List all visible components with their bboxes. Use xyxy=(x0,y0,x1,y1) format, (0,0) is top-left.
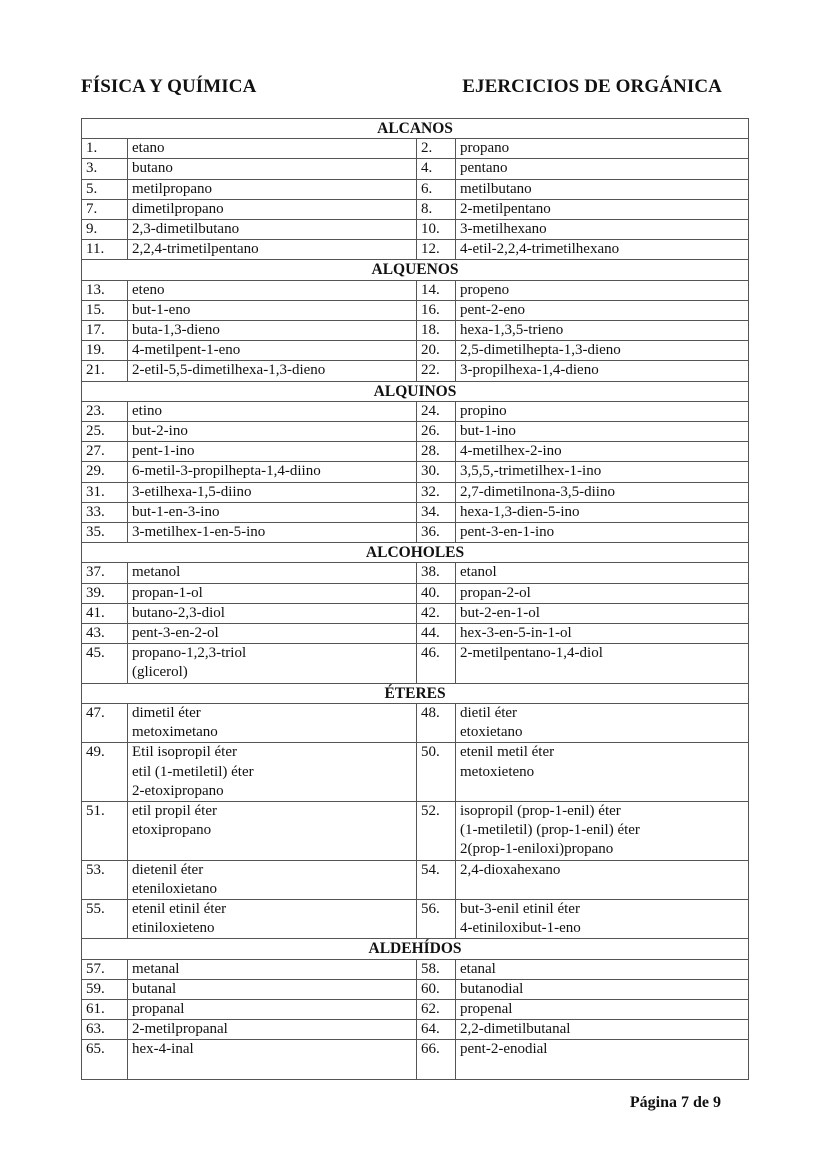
compound-name xyxy=(456,401,749,421)
compound-name-line: etenil etinil éter xyxy=(132,900,227,917)
exercise-number: 13. xyxy=(82,280,128,300)
exercise-number: 57. xyxy=(82,959,128,979)
compound-name-line: 2,3-dimetilbutano xyxy=(132,221,240,238)
compound-name xyxy=(128,801,417,860)
compound-name xyxy=(456,959,749,979)
exercise-row xyxy=(82,999,749,1019)
compound-name xyxy=(128,644,417,683)
exercise-number: 53. xyxy=(82,860,128,899)
compound-name xyxy=(456,321,749,341)
compound-name xyxy=(128,583,417,603)
compound-name xyxy=(456,563,749,583)
compound-name-line: pent-3-en-1-ino xyxy=(460,524,555,541)
compound-name xyxy=(128,1020,417,1040)
compound-name-line: dietil éter xyxy=(460,704,518,721)
compound-name-line: etino xyxy=(132,402,162,419)
compound-name xyxy=(128,523,417,543)
exercise-row xyxy=(82,462,749,482)
exercise-number: 56. xyxy=(417,899,456,938)
document-title: EJERCICIOS DE ORGÁNICA xyxy=(462,76,722,97)
compound-name xyxy=(128,179,417,199)
compound-name-line: 2(prop-1-eniloxi)propano xyxy=(460,841,614,858)
compound-name xyxy=(456,220,749,240)
exercise-row xyxy=(82,743,749,802)
compound-name-line: 2-metilpropanal xyxy=(132,1021,228,1038)
compound-name-line: etiniloxieteno xyxy=(132,920,215,937)
exercise-number: 2. xyxy=(417,139,456,159)
compound-name-line: propanal xyxy=(132,1000,185,1017)
exercise-number: 30. xyxy=(417,462,456,482)
exercise-number: 62. xyxy=(417,999,456,1019)
exercise-number: 21. xyxy=(82,361,128,381)
exercise-number: 61. xyxy=(82,999,128,1019)
exercise-number: 10. xyxy=(417,220,456,240)
subject-title: FÍSICA Y QUÍMICA xyxy=(81,76,257,97)
exercise-number: 22. xyxy=(417,361,456,381)
compound-name xyxy=(128,401,417,421)
exercise-row xyxy=(82,959,749,979)
exercise-number: 12. xyxy=(417,240,456,260)
exercise-number: 59. xyxy=(82,979,128,999)
compound-name xyxy=(456,1020,749,1040)
compound-name xyxy=(128,199,417,219)
compound-name xyxy=(128,422,417,442)
exercise-row xyxy=(82,240,749,260)
compound-name xyxy=(456,743,749,802)
exercise-number: 20. xyxy=(417,341,456,361)
exercise-number: 32. xyxy=(417,482,456,502)
page-number: Página 7 de 9 xyxy=(629,1094,721,1111)
exercise-number: 49. xyxy=(82,743,128,802)
compound-name xyxy=(128,743,417,802)
compound-name xyxy=(456,482,749,502)
compound-name-line xyxy=(132,1060,416,1079)
compound-name-line: 2,7-dimetilnona-3,5-diino xyxy=(460,483,615,500)
compound-name-line: propeno xyxy=(460,281,510,298)
compound-name xyxy=(456,502,749,522)
compound-name xyxy=(128,300,417,320)
compound-name xyxy=(456,899,749,938)
exercises-table-body xyxy=(82,119,749,1080)
compound-name-line: butanodial xyxy=(460,980,524,997)
section-header-row xyxy=(82,683,749,703)
section-title: ALDEHÍDOS xyxy=(82,939,749,959)
compound-name xyxy=(128,860,417,899)
compound-name-line: 2-etil-5,5-dimetilhexa-1,3-dieno xyxy=(132,362,326,379)
compound-name-line: etanol xyxy=(460,564,497,581)
compound-name-line: hex-3-en-5-in-1-ol xyxy=(460,625,572,642)
exercise-number: 9. xyxy=(82,220,128,240)
exercise-number: 18. xyxy=(417,321,456,341)
exercise-number: 39. xyxy=(82,583,128,603)
exercise-row xyxy=(82,801,749,860)
compound-name-line: but-1-en-3-ino xyxy=(132,503,220,520)
compound-name xyxy=(128,442,417,462)
exercise-number: 65. xyxy=(82,1040,128,1079)
exercises-table xyxy=(81,118,749,1080)
exercise-row xyxy=(82,220,749,240)
compound-name xyxy=(456,442,749,462)
compound-name-line: hex-4-inal xyxy=(132,1041,194,1058)
exercise-number: 52. xyxy=(417,801,456,860)
exercise-number: 25. xyxy=(82,422,128,442)
compound-name-line: metilpropano xyxy=(132,180,212,197)
compound-name-line: pent-2-eno xyxy=(460,301,525,318)
compound-name xyxy=(456,523,749,543)
compound-name-line: metoxieteno xyxy=(460,763,535,780)
section-title: ALQUENOS xyxy=(82,260,749,280)
compound-name-line: butano-2,3-diol xyxy=(132,604,225,621)
compound-name-line: metanol xyxy=(132,564,181,581)
exercise-row xyxy=(82,1020,749,1040)
compound-name-line: hexa-1,3-dien-5-ino xyxy=(460,503,580,520)
compound-name xyxy=(128,240,417,260)
section-header-row xyxy=(82,543,749,563)
compound-name-line: metanal xyxy=(132,960,180,977)
compound-name xyxy=(456,801,749,860)
exercise-row xyxy=(82,422,749,442)
compound-name xyxy=(128,341,417,361)
exercise-number: 45. xyxy=(82,644,128,683)
exercise-number: 58. xyxy=(417,959,456,979)
compound-name xyxy=(128,959,417,979)
compound-name xyxy=(456,361,749,381)
exercise-row xyxy=(82,502,749,522)
compound-name-line: but-1-ino xyxy=(460,423,516,440)
exercise-number: 24. xyxy=(417,401,456,421)
exercise-number: 40. xyxy=(417,583,456,603)
exercise-row xyxy=(82,1040,749,1079)
compound-name-line: 2-metilpentano-1,4-diol xyxy=(460,645,603,662)
compound-name xyxy=(128,321,417,341)
exercise-row xyxy=(82,703,749,742)
compound-name xyxy=(456,159,749,179)
compound-name-line: dimetil éter xyxy=(132,704,201,721)
exercise-row xyxy=(82,280,749,300)
exercise-number: 60. xyxy=(417,979,456,999)
compound-name xyxy=(456,280,749,300)
compound-name-line: etanal xyxy=(460,960,496,977)
compound-name xyxy=(128,159,417,179)
compound-name-line: etoxietano xyxy=(460,724,523,741)
compound-name-line: etenil metil éter xyxy=(460,744,555,761)
compound-name xyxy=(128,462,417,482)
compound-name xyxy=(128,482,417,502)
compound-name xyxy=(456,422,749,442)
exercise-number: 50. xyxy=(417,743,456,802)
compound-name xyxy=(456,199,749,219)
section-header-row xyxy=(82,119,749,139)
compound-name-line: pent-1-ino xyxy=(132,443,195,460)
exercise-number: 51. xyxy=(82,801,128,860)
compound-name xyxy=(456,999,749,1019)
compound-name-line: Etil isopropil éter xyxy=(132,744,237,761)
compound-name-line: (1-metiletil) (prop-1-enil) éter xyxy=(460,822,640,839)
exercise-row xyxy=(82,321,749,341)
exercise-row xyxy=(82,361,749,381)
exercise-number: 47. xyxy=(82,703,128,742)
compound-name-line: 3-metilhex-1-en-5-ino xyxy=(132,524,266,541)
compound-name xyxy=(456,979,749,999)
exercise-row xyxy=(82,860,749,899)
exercise-number: 23. xyxy=(82,401,128,421)
exercise-row xyxy=(82,341,749,361)
compound-name-line: pent-2-enodial xyxy=(460,1041,548,1058)
exercise-number: 8. xyxy=(417,199,456,219)
exercise-number: 3. xyxy=(82,159,128,179)
exercise-number: 54. xyxy=(417,860,456,899)
compound-name-line: but-2-en-1-ol xyxy=(460,604,540,621)
compound-name xyxy=(456,341,749,361)
compound-name xyxy=(456,462,749,482)
compound-name-line: propenal xyxy=(460,1000,513,1017)
exercise-number: 7. xyxy=(82,199,128,219)
section-header-row xyxy=(82,939,749,959)
compound-name-line: isopropil (prop-1-enil) éter xyxy=(460,802,621,819)
exercise-number: 16. xyxy=(417,300,456,320)
compound-name-line: propano-1,2,3-triol xyxy=(132,645,247,662)
compound-name xyxy=(456,583,749,603)
section-header-row xyxy=(82,260,749,280)
compound-name-line: etano xyxy=(132,140,165,157)
exercise-number: 14. xyxy=(417,280,456,300)
exercise-number: 29. xyxy=(82,462,128,482)
compound-name xyxy=(128,899,417,938)
exercise-number: 35. xyxy=(82,523,128,543)
compound-name-line: 2,2-dimetilbutanal xyxy=(460,1021,571,1038)
compound-name-line: but-3-enil etinil éter xyxy=(460,900,580,917)
exercise-row xyxy=(82,199,749,219)
compound-name-line: propano xyxy=(460,140,510,157)
exercise-row xyxy=(82,482,749,502)
compound-name-line: 4-etil-2,2,4-trimetilhexano xyxy=(460,241,620,258)
section-title: ALCANOS xyxy=(82,119,749,139)
compound-name-line: metoximetano xyxy=(132,724,218,741)
compound-name-line: butanal xyxy=(132,980,177,997)
exercise-row xyxy=(82,583,749,603)
compound-name xyxy=(456,1040,749,1079)
exercise-row xyxy=(82,624,749,644)
compound-name xyxy=(456,703,749,742)
compound-name-line: 3-propilhexa-1,4-dieno xyxy=(460,362,599,379)
exercise-row xyxy=(82,979,749,999)
compound-name-line: hexa-1,3,5-trieno xyxy=(460,322,564,339)
compound-name-line: pent-3-en-2-ol xyxy=(132,625,219,642)
exercise-number: 11. xyxy=(82,240,128,260)
exercise-number: 42. xyxy=(417,603,456,623)
exercise-number: 38. xyxy=(417,563,456,583)
compound-name xyxy=(128,502,417,522)
exercise-row xyxy=(82,159,749,179)
exercise-number: 5. xyxy=(82,179,128,199)
compound-name xyxy=(456,860,749,899)
compound-name-line: 6-metil-3-propilhepta-1,4-diino xyxy=(132,463,321,480)
compound-name-line: propan-2-ol xyxy=(460,584,531,601)
exercise-row xyxy=(82,644,749,683)
compound-name-line: propan-1-ol xyxy=(132,584,203,601)
compound-name-line: 3,5,5,-trimetilhex-1-ino xyxy=(460,463,602,480)
exercise-row xyxy=(82,603,749,623)
exercise-number: 43. xyxy=(82,624,128,644)
section-title: ALQUINOS xyxy=(82,381,749,401)
exercise-number: 48. xyxy=(417,703,456,742)
compound-name xyxy=(456,139,749,159)
section-title: ALCOHOLES xyxy=(82,543,749,563)
compound-name-line: 3-etilhexa-1,5-diino xyxy=(132,483,252,500)
exercise-number: 63. xyxy=(82,1020,128,1040)
exercise-row xyxy=(82,563,749,583)
compound-name xyxy=(456,603,749,623)
compound-name-line: buta-1,3-dieno xyxy=(132,322,220,339)
compound-name-line: 2-etoxipropano xyxy=(132,782,224,799)
exercise-number: 66. xyxy=(417,1040,456,1079)
compound-name xyxy=(128,703,417,742)
compound-name-line: etil (1-metiletil) éter xyxy=(132,763,254,780)
compound-name xyxy=(128,999,417,1019)
exercise-number: 36. xyxy=(417,523,456,543)
exercise-number: 4. xyxy=(417,159,456,179)
exercise-number: 46. xyxy=(417,644,456,683)
compound-name-line: but-2-ino xyxy=(132,423,188,440)
compound-name-line: 4-etiniloxibut-1-eno xyxy=(460,920,581,937)
section-title: ÉTERES xyxy=(82,683,749,703)
exercise-number: 15. xyxy=(82,300,128,320)
exercise-number: 26. xyxy=(417,422,456,442)
compound-name xyxy=(128,603,417,623)
exercise-number: 1. xyxy=(82,139,128,159)
compound-name xyxy=(456,644,749,683)
compound-name-line: butano xyxy=(132,160,173,177)
compound-name-line xyxy=(460,1060,748,1079)
compound-name xyxy=(128,1040,417,1079)
exercise-number: 17. xyxy=(82,321,128,341)
exercise-row xyxy=(82,899,749,938)
exercise-row xyxy=(82,179,749,199)
exercise-number: 34. xyxy=(417,502,456,522)
compound-name xyxy=(128,361,417,381)
exercise-number: 37. xyxy=(82,563,128,583)
compound-name-line: pentano xyxy=(460,160,508,177)
compound-name-line: dietenil éter xyxy=(132,861,204,878)
compound-name-line: 2,5-dimetilhepta-1,3-dieno xyxy=(460,342,621,359)
exercise-number: 44. xyxy=(417,624,456,644)
compound-name-line: 3-metilhexano xyxy=(460,221,547,238)
section-header-row xyxy=(82,381,749,401)
exercise-row xyxy=(82,442,749,462)
exercise-number: 28. xyxy=(417,442,456,462)
exercise-number: 27. xyxy=(82,442,128,462)
compound-name-line: etil propil éter xyxy=(132,802,217,819)
exercise-number: 33. xyxy=(82,502,128,522)
compound-name-line: eteno xyxy=(132,281,165,298)
compound-name-line: 2,2,4-trimetilpentano xyxy=(132,241,259,258)
compound-name-line: but-1-eno xyxy=(132,301,191,318)
exercise-number: 19. xyxy=(82,341,128,361)
compound-name-line: propino xyxy=(460,402,507,419)
compound-name xyxy=(456,240,749,260)
compound-name xyxy=(128,624,417,644)
compound-name-line: etoxipropano xyxy=(132,822,212,839)
compound-name xyxy=(128,139,417,159)
exercise-number: 55. xyxy=(82,899,128,938)
exercise-number: 64. xyxy=(417,1020,456,1040)
exercise-number: 31. xyxy=(82,482,128,502)
compound-name-line: metilbutano xyxy=(460,180,532,197)
compound-name-line: (glicerol) xyxy=(132,664,188,681)
compound-name xyxy=(128,979,417,999)
compound-name xyxy=(128,220,417,240)
compound-name-line: 4-metilpent-1-eno xyxy=(132,342,241,359)
compound-name xyxy=(456,300,749,320)
exercise-number: 41. xyxy=(82,603,128,623)
compound-name-line: 2,4-dioxahexano xyxy=(460,861,561,878)
exercise-row xyxy=(82,523,749,543)
compound-name-line: 2-metilpentano xyxy=(460,200,551,217)
compound-name xyxy=(456,179,749,199)
exercise-number: 6. xyxy=(417,179,456,199)
compound-name xyxy=(456,624,749,644)
exercise-row xyxy=(82,300,749,320)
compound-name-line: 4-metilhex-2-ino xyxy=(460,443,562,460)
compound-name xyxy=(128,280,417,300)
compound-name xyxy=(128,563,417,583)
compound-name-line: eteniloxietano xyxy=(132,880,217,897)
compound-name-line: dimetilpropano xyxy=(132,200,224,217)
exercise-row xyxy=(82,401,749,421)
exercise-row xyxy=(82,139,749,159)
